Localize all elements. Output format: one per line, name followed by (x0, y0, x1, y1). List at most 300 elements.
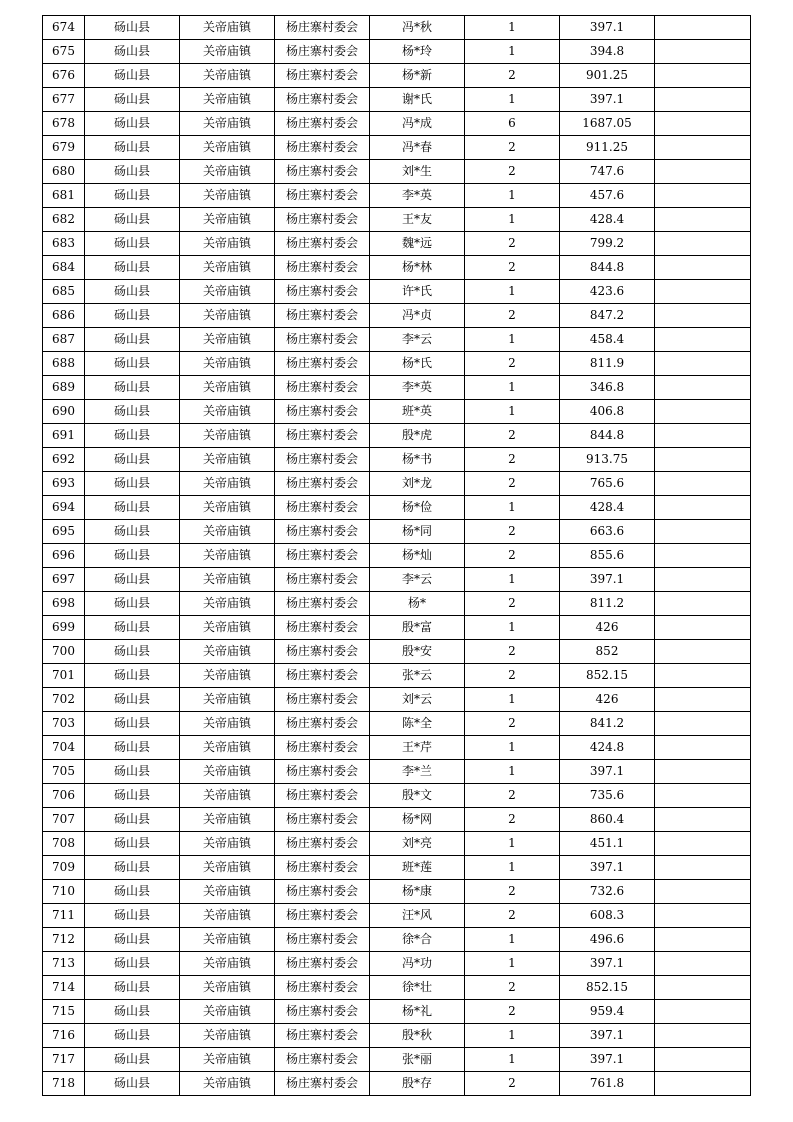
name-cell: 汪*风 (370, 904, 465, 928)
town-cell: 关帝庙镇 (180, 952, 275, 976)
household-size-cell: 1 (465, 280, 560, 304)
village-committee-cell: 杨庄寨村委会 (275, 1024, 370, 1048)
town-cell: 关帝庙镇 (180, 184, 275, 208)
amount-cell: 428.4 (560, 208, 655, 232)
village-committee-cell: 杨庄寨村委会 (275, 616, 370, 640)
remark-cell (655, 424, 751, 448)
town-cell: 关帝庙镇 (180, 232, 275, 256)
remark-cell (655, 808, 751, 832)
village-committee-cell: 杨庄寨村委会 (275, 160, 370, 184)
village-committee-cell: 杨庄寨村委会 (275, 352, 370, 376)
household-size-cell: 1 (465, 40, 560, 64)
amount-cell: 811.9 (560, 352, 655, 376)
row-number-cell: 685 (43, 280, 85, 304)
town-cell: 关帝庙镇 (180, 1072, 275, 1096)
household-size-cell: 2 (465, 880, 560, 904)
remark-cell (655, 136, 751, 160)
row-number-cell: 693 (43, 472, 85, 496)
household-size-cell: 2 (465, 304, 560, 328)
town-cell: 关帝庙镇 (180, 40, 275, 64)
household-size-cell: 2 (465, 904, 560, 928)
amount-cell: 913.75 (560, 448, 655, 472)
town-cell: 关帝庙镇 (180, 112, 275, 136)
remark-cell (655, 184, 751, 208)
county-cell: 砀山县 (85, 880, 180, 904)
town-cell: 关帝庙镇 (180, 64, 275, 88)
amount-cell: 811.2 (560, 592, 655, 616)
row-number-cell: 679 (43, 136, 85, 160)
household-size-cell: 2 (465, 520, 560, 544)
village-committee-cell: 杨庄寨村委会 (275, 88, 370, 112)
county-cell: 砀山县 (85, 64, 180, 88)
row-number-cell: 681 (43, 184, 85, 208)
table-row (43, 328, 751, 352)
row-number-cell: 690 (43, 400, 85, 424)
amount-cell: 397.1 (560, 856, 655, 880)
village-committee-cell: 杨庄寨村委会 (275, 1072, 370, 1096)
county-cell: 砀山县 (85, 136, 180, 160)
remark-cell (655, 616, 751, 640)
name-cell: 冯*秋 (370, 16, 465, 40)
table-row (43, 352, 751, 376)
amount-cell: 761.8 (560, 1072, 655, 1096)
table-row (43, 400, 751, 424)
town-cell: 关帝庙镇 (180, 808, 275, 832)
household-size-cell: 2 (465, 136, 560, 160)
row-number-cell: 708 (43, 832, 85, 856)
household-size-cell: 2 (465, 448, 560, 472)
remark-cell (655, 880, 751, 904)
household-size-cell: 2 (465, 160, 560, 184)
village-committee-cell: 杨庄寨村委会 (275, 64, 370, 88)
remark-cell (655, 928, 751, 952)
remark-cell (655, 376, 751, 400)
town-cell: 关帝庙镇 (180, 664, 275, 688)
remark-cell (655, 544, 751, 568)
row-number-cell: 714 (43, 976, 85, 1000)
town-cell: 关帝庙镇 (180, 760, 275, 784)
amount-cell: 911.25 (560, 136, 655, 160)
town-cell: 关帝庙镇 (180, 856, 275, 880)
village-committee-cell: 杨庄寨村委会 (275, 232, 370, 256)
amount-cell: 397.1 (560, 16, 655, 40)
amount-cell: 735.6 (560, 784, 655, 808)
town-cell: 关帝庙镇 (180, 568, 275, 592)
county-cell: 砀山县 (85, 640, 180, 664)
amount-cell: 428.4 (560, 496, 655, 520)
row-number-cell: 686 (43, 304, 85, 328)
row-number-cell: 692 (43, 448, 85, 472)
town-cell: 关帝庙镇 (180, 1000, 275, 1024)
table-row (43, 88, 751, 112)
remark-cell (655, 112, 751, 136)
household-size-cell: 2 (465, 784, 560, 808)
county-cell: 砀山县 (85, 448, 180, 472)
table-row (43, 448, 751, 472)
county-cell: 砀山县 (85, 520, 180, 544)
amount-cell: 747.6 (560, 160, 655, 184)
table-row (43, 760, 751, 784)
table-row (43, 232, 751, 256)
amount-cell: 458.4 (560, 328, 655, 352)
table-row (43, 616, 751, 640)
remark-cell (655, 40, 751, 64)
row-number-cell: 689 (43, 376, 85, 400)
table-row (43, 808, 751, 832)
county-cell: 砀山县 (85, 856, 180, 880)
name-cell: 杨* (370, 592, 465, 616)
town-cell: 关帝庙镇 (180, 400, 275, 424)
remark-cell (655, 952, 751, 976)
village-committee-cell: 杨庄寨村委会 (275, 304, 370, 328)
village-committee-cell: 杨庄寨村委会 (275, 736, 370, 760)
village-committee-cell: 杨庄寨村委会 (275, 784, 370, 808)
row-number-cell: 698 (43, 592, 85, 616)
name-cell: 殷*富 (370, 616, 465, 640)
village-committee-cell: 杨庄寨村委会 (275, 424, 370, 448)
village-committee-cell: 杨庄寨村委会 (275, 376, 370, 400)
town-cell: 关帝庙镇 (180, 736, 275, 760)
county-cell: 砀山县 (85, 1072, 180, 1096)
town-cell: 关帝庙镇 (180, 784, 275, 808)
amount-cell: 847.2 (560, 304, 655, 328)
amount-cell: 732.6 (560, 880, 655, 904)
remark-cell (655, 232, 751, 256)
name-cell: 杨*新 (370, 64, 465, 88)
remark-cell (655, 664, 751, 688)
household-size-cell: 2 (465, 592, 560, 616)
village-committee-cell: 杨庄寨村委会 (275, 880, 370, 904)
table-row (43, 136, 751, 160)
name-cell: 李*英 (370, 376, 465, 400)
remark-cell (655, 760, 751, 784)
name-cell: 刘*云 (370, 688, 465, 712)
household-size-cell: 2 (465, 472, 560, 496)
village-committee-cell: 杨庄寨村委会 (275, 280, 370, 304)
household-size-cell: 1 (465, 952, 560, 976)
village-committee-cell: 杨庄寨村委会 (275, 1048, 370, 1072)
county-cell: 砀山县 (85, 976, 180, 1000)
household-size-cell: 2 (465, 808, 560, 832)
village-committee-cell: 杨庄寨村委会 (275, 664, 370, 688)
amount-cell: 663.6 (560, 520, 655, 544)
row-number-cell: 702 (43, 688, 85, 712)
town-cell: 关帝庙镇 (180, 616, 275, 640)
village-committee-cell: 杨庄寨村委会 (275, 448, 370, 472)
household-size-cell: 1 (465, 184, 560, 208)
household-size-cell: 1 (465, 496, 560, 520)
household-size-cell: 2 (465, 256, 560, 280)
amount-cell: 765.6 (560, 472, 655, 496)
remark-cell (655, 1048, 751, 1072)
remark-cell (655, 304, 751, 328)
household-size-cell: 1 (465, 328, 560, 352)
remark-cell (655, 16, 751, 40)
table-row (43, 712, 751, 736)
name-cell: 魏*远 (370, 232, 465, 256)
county-cell: 砀山县 (85, 904, 180, 928)
amount-cell: 423.6 (560, 280, 655, 304)
remark-cell (655, 736, 751, 760)
amount-cell: 860.4 (560, 808, 655, 832)
county-cell: 砀山县 (85, 16, 180, 40)
household-size-cell: 1 (465, 928, 560, 952)
household-size-cell: 1 (465, 856, 560, 880)
village-committee-cell: 杨庄寨村委会 (275, 496, 370, 520)
town-cell: 关帝庙镇 (180, 1024, 275, 1048)
county-cell: 砀山县 (85, 952, 180, 976)
village-committee-cell: 杨庄寨村委会 (275, 592, 370, 616)
household-size-cell: 2 (465, 712, 560, 736)
amount-cell: 426 (560, 688, 655, 712)
table-row (43, 64, 751, 88)
table-row (43, 1024, 751, 1048)
village-committee-cell: 杨庄寨村委会 (275, 16, 370, 40)
remark-cell (655, 832, 751, 856)
name-cell: 徐*合 (370, 928, 465, 952)
town-cell: 关帝庙镇 (180, 640, 275, 664)
row-number-cell: 710 (43, 880, 85, 904)
row-number-cell: 709 (43, 856, 85, 880)
town-cell: 关帝庙镇 (180, 304, 275, 328)
name-cell: 班*英 (370, 400, 465, 424)
county-cell: 砀山县 (85, 1048, 180, 1072)
town-cell: 关帝庙镇 (180, 880, 275, 904)
village-committee-cell: 杨庄寨村委会 (275, 520, 370, 544)
table-row (43, 832, 751, 856)
amount-cell: 855.6 (560, 544, 655, 568)
remark-cell (655, 208, 751, 232)
row-number-cell: 696 (43, 544, 85, 568)
amount-cell: 424.8 (560, 736, 655, 760)
name-cell: 王*友 (370, 208, 465, 232)
remark-cell (655, 592, 751, 616)
household-size-cell: 1 (465, 568, 560, 592)
name-cell: 许*氏 (370, 280, 465, 304)
table-row (43, 16, 751, 40)
village-committee-cell: 杨庄寨村委会 (275, 640, 370, 664)
row-number-cell: 718 (43, 1072, 85, 1096)
remark-cell (655, 400, 751, 424)
table-row (43, 496, 751, 520)
household-size-cell: 2 (465, 1072, 560, 1096)
amount-cell: 608.3 (560, 904, 655, 928)
county-cell: 砀山县 (85, 760, 180, 784)
household-size-cell: 2 (465, 424, 560, 448)
household-size-cell: 1 (465, 208, 560, 232)
county-cell: 砀山县 (85, 832, 180, 856)
name-cell: 王*芹 (370, 736, 465, 760)
village-committee-cell: 杨庄寨村委会 (275, 688, 370, 712)
table-row (43, 736, 751, 760)
row-number-cell: 717 (43, 1048, 85, 1072)
name-cell: 班*莲 (370, 856, 465, 880)
town-cell: 关帝庙镇 (180, 496, 275, 520)
amount-cell: 1687.05 (560, 112, 655, 136)
row-number-cell: 684 (43, 256, 85, 280)
household-size-cell: 2 (465, 232, 560, 256)
remark-cell (655, 976, 751, 1000)
row-number-cell: 688 (43, 352, 85, 376)
town-cell: 关帝庙镇 (180, 904, 275, 928)
table-row (43, 376, 751, 400)
row-number-cell: 695 (43, 520, 85, 544)
table-row (43, 928, 751, 952)
county-cell: 砀山县 (85, 736, 180, 760)
village-committee-cell: 杨庄寨村委会 (275, 400, 370, 424)
town-cell: 关帝庙镇 (180, 472, 275, 496)
name-cell: 徐*壮 (370, 976, 465, 1000)
county-cell: 砀山县 (85, 424, 180, 448)
amount-cell: 397.1 (560, 1048, 655, 1072)
household-size-cell: 6 (465, 112, 560, 136)
name-cell: 李*云 (370, 328, 465, 352)
name-cell: 殷*虎 (370, 424, 465, 448)
row-number-cell: 697 (43, 568, 85, 592)
row-number-cell: 715 (43, 1000, 85, 1024)
remark-cell (655, 688, 751, 712)
remark-cell (655, 280, 751, 304)
row-number-cell: 677 (43, 88, 85, 112)
remark-cell (655, 88, 751, 112)
village-committee-cell: 杨庄寨村委会 (275, 904, 370, 928)
remark-cell (655, 520, 751, 544)
village-committee-cell: 杨庄寨村委会 (275, 976, 370, 1000)
table-row (43, 880, 751, 904)
village-committee-cell: 杨庄寨村委会 (275, 808, 370, 832)
household-size-cell: 1 (465, 616, 560, 640)
name-cell: 张*云 (370, 664, 465, 688)
town-cell: 关帝庙镇 (180, 160, 275, 184)
household-size-cell: 2 (465, 976, 560, 1000)
remark-cell (655, 472, 751, 496)
name-cell: 杨*俭 (370, 496, 465, 520)
amount-cell: 496.6 (560, 928, 655, 952)
county-cell: 砀山县 (85, 808, 180, 832)
county-cell: 砀山县 (85, 472, 180, 496)
county-cell: 砀山县 (85, 712, 180, 736)
amount-cell: 397.1 (560, 1024, 655, 1048)
name-cell: 杨*康 (370, 880, 465, 904)
county-cell: 砀山县 (85, 328, 180, 352)
village-committee-cell: 杨庄寨村委会 (275, 208, 370, 232)
village-committee-cell: 杨庄寨村委会 (275, 832, 370, 856)
village-committee-cell: 杨庄寨村委会 (275, 856, 370, 880)
amount-cell: 844.8 (560, 424, 655, 448)
row-number-cell: 700 (43, 640, 85, 664)
row-number-cell: 687 (43, 328, 85, 352)
row-number-cell: 683 (43, 232, 85, 256)
table-row (43, 304, 751, 328)
household-size-cell: 2 (465, 544, 560, 568)
remark-cell (655, 640, 751, 664)
name-cell: 杨*灿 (370, 544, 465, 568)
town-cell: 关帝庙镇 (180, 520, 275, 544)
data-table (42, 15, 751, 1096)
village-committee-cell: 杨庄寨村委会 (275, 184, 370, 208)
row-number-cell: 678 (43, 112, 85, 136)
town-cell: 关帝庙镇 (180, 88, 275, 112)
table-row (43, 976, 751, 1000)
table-row (43, 208, 751, 232)
row-number-cell: 682 (43, 208, 85, 232)
county-cell: 砀山县 (85, 1024, 180, 1048)
table-row (43, 640, 751, 664)
table-row (43, 520, 751, 544)
household-size-cell: 1 (465, 376, 560, 400)
amount-cell: 959.4 (560, 1000, 655, 1024)
county-cell: 砀山县 (85, 160, 180, 184)
household-size-cell: 1 (465, 1024, 560, 1048)
county-cell: 砀山县 (85, 376, 180, 400)
county-cell: 砀山县 (85, 928, 180, 952)
village-committee-cell: 杨庄寨村委会 (275, 928, 370, 952)
remark-cell (655, 256, 751, 280)
name-cell: 冯*功 (370, 952, 465, 976)
household-size-cell: 1 (465, 1048, 560, 1072)
village-committee-cell: 杨庄寨村委会 (275, 952, 370, 976)
remark-cell (655, 784, 751, 808)
town-cell: 关帝庙镇 (180, 208, 275, 232)
name-cell: 殷*存 (370, 1072, 465, 1096)
town-cell: 关帝庙镇 (180, 1048, 275, 1072)
county-cell: 砀山县 (85, 256, 180, 280)
village-committee-cell: 杨庄寨村委会 (275, 40, 370, 64)
town-cell: 关帝庙镇 (180, 592, 275, 616)
household-size-cell: 2 (465, 1000, 560, 1024)
county-cell: 砀山县 (85, 112, 180, 136)
remark-cell (655, 352, 751, 376)
amount-cell: 852.15 (560, 976, 655, 1000)
table-row (43, 184, 751, 208)
county-cell: 砀山县 (85, 544, 180, 568)
household-size-cell: 2 (465, 664, 560, 688)
remark-cell (655, 160, 751, 184)
county-cell: 砀山县 (85, 232, 180, 256)
village-committee-cell: 杨庄寨村委会 (275, 328, 370, 352)
name-cell: 杨*礼 (370, 1000, 465, 1024)
county-cell: 砀山县 (85, 592, 180, 616)
amount-cell: 426 (560, 616, 655, 640)
town-cell: 关帝庙镇 (180, 328, 275, 352)
town-cell: 关帝庙镇 (180, 832, 275, 856)
town-cell: 关帝庙镇 (180, 712, 275, 736)
name-cell: 李*兰 (370, 760, 465, 784)
county-cell: 砀山县 (85, 280, 180, 304)
row-number-cell: 691 (43, 424, 85, 448)
table-row (43, 784, 751, 808)
table-row (43, 1000, 751, 1024)
amount-cell: 799.2 (560, 232, 655, 256)
name-cell: 殷*安 (370, 640, 465, 664)
town-cell: 关帝庙镇 (180, 376, 275, 400)
amount-cell: 457.6 (560, 184, 655, 208)
village-committee-cell: 杨庄寨村委会 (275, 712, 370, 736)
table-row (43, 472, 751, 496)
village-committee-cell: 杨庄寨村委会 (275, 472, 370, 496)
name-cell: 杨*同 (370, 520, 465, 544)
household-size-cell: 1 (465, 88, 560, 112)
row-number-cell: 675 (43, 40, 85, 64)
county-cell: 砀山县 (85, 568, 180, 592)
row-number-cell: 705 (43, 760, 85, 784)
amount-cell: 397.1 (560, 952, 655, 976)
table-row (43, 112, 751, 136)
row-number-cell: 716 (43, 1024, 85, 1048)
household-size-cell: 2 (465, 352, 560, 376)
amount-cell: 852.15 (560, 664, 655, 688)
town-cell: 关帝庙镇 (180, 976, 275, 1000)
